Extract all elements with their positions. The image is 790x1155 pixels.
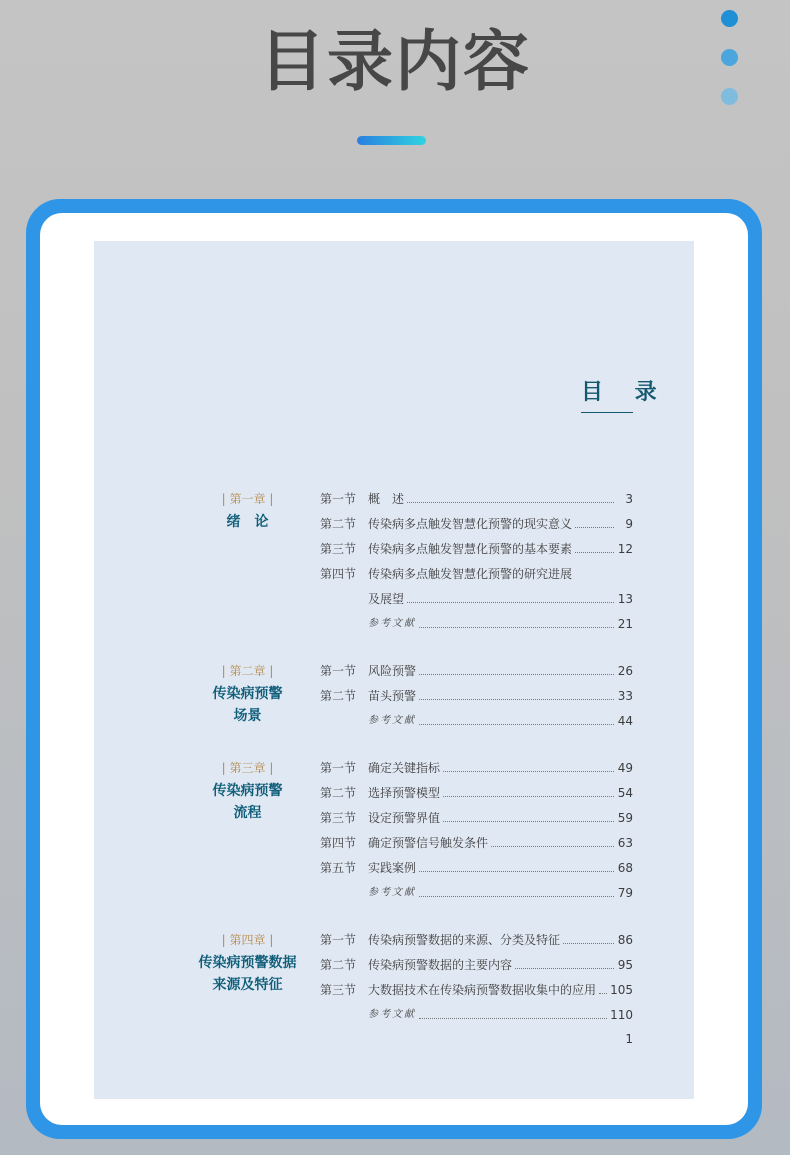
frame-screen xyxy=(40,213,748,1125)
section-label: 第二节 xyxy=(320,958,357,972)
section-label: 第四节 xyxy=(320,836,357,850)
toc-entry[interactable] xyxy=(320,564,633,584)
toc-entry[interactable] xyxy=(320,758,633,778)
leader-dots xyxy=(419,858,614,872)
entry-title: 传染病预警数据的主要内容 xyxy=(368,958,513,972)
leader-dots xyxy=(443,783,614,797)
section-label: 第二节 xyxy=(320,517,357,531)
toc-entry[interactable] xyxy=(320,539,633,559)
entry-page: 54 xyxy=(617,786,633,800)
entry-page: 26 xyxy=(617,664,633,678)
section-label: 第三节 xyxy=(320,542,357,556)
chapter-title: 绪 论 xyxy=(226,514,269,530)
entry-page: 33 xyxy=(617,689,633,703)
toc-page xyxy=(94,241,694,1099)
toc-entry[interactable] xyxy=(320,955,633,975)
entry-page: 110 xyxy=(610,1008,633,1022)
title-accent-bar xyxy=(357,136,426,145)
entry-page: 59 xyxy=(617,811,633,825)
toc-entry-references[interactable] xyxy=(320,1005,633,1025)
entry-title: 确定预警信号触发条件 xyxy=(368,836,489,850)
toc-heading: 目 录 xyxy=(581,378,633,413)
toc-entry[interactable] xyxy=(320,833,633,853)
toc-entry[interactable] xyxy=(320,514,633,534)
leader-dots xyxy=(407,489,614,503)
toc-entry-references[interactable] xyxy=(320,883,633,903)
entry-title: 参考文献 xyxy=(368,618,416,629)
entry-title: 传染病预警数据的来源、分类及特征 xyxy=(368,933,561,947)
leader-dots xyxy=(419,883,614,897)
chapter-title: 传染病预警数据 xyxy=(198,955,297,971)
entry-page: 21 xyxy=(617,617,633,631)
leader-dots xyxy=(515,955,614,969)
page-title: 目录内容 xyxy=(259,23,531,100)
entry-title: 传染病多点触发智慧化预警的现实意义 xyxy=(368,517,573,531)
section-label: 第二节 xyxy=(320,786,357,800)
entry-page: 3 xyxy=(625,492,633,506)
entry-title: 传染病多点触发智慧化预警的研究进展 xyxy=(368,567,573,581)
entry-title: 苗头预警 xyxy=(368,689,417,703)
section-label: 第一节 xyxy=(320,664,357,678)
entry-page: 86 xyxy=(617,933,633,947)
leader-dots xyxy=(407,589,614,603)
leader-dots xyxy=(419,686,614,700)
section-label: 第三节 xyxy=(320,983,357,997)
leader-dots xyxy=(575,539,614,553)
entry-title: 设定预警界值 xyxy=(368,811,441,825)
chapter-number: | 第一章 | xyxy=(221,492,274,506)
section-label: 第一节 xyxy=(320,761,357,775)
chapter-title: 来源及特征 xyxy=(212,977,283,993)
section-label: 第三节 xyxy=(320,811,357,825)
section-label: 第一节 xyxy=(320,492,357,506)
entry-page: 12 xyxy=(617,542,633,556)
entry-title: 选择预警模型 xyxy=(368,786,441,800)
section-label: 第五节 xyxy=(320,861,357,875)
chapter-title: 场景 xyxy=(233,708,262,724)
section-label: 第二节 xyxy=(320,689,357,703)
entry-title: 参考文献 xyxy=(368,1009,416,1020)
leader-dots xyxy=(419,711,614,725)
decorative-dot xyxy=(721,49,738,66)
leader-dots xyxy=(419,1005,607,1019)
chapter-number: | 第二章 | xyxy=(221,664,274,678)
chapter-title: 传染病预警 xyxy=(212,783,283,799)
entry-title: 及展望 xyxy=(368,592,405,606)
entry-page: 68 xyxy=(617,861,633,875)
entry-page: 79 xyxy=(617,886,633,900)
chapter-title: 流程 xyxy=(233,805,262,821)
toc-entry-references[interactable] xyxy=(320,711,633,731)
toc-entry[interactable] xyxy=(320,489,633,509)
entry-page: 44 xyxy=(617,714,633,728)
toc-entry[interactable] xyxy=(320,661,633,681)
entry-page: 13 xyxy=(617,592,633,606)
entry-page: 49 xyxy=(617,761,633,775)
toc-entry-references[interactable] xyxy=(320,614,633,634)
leader-dots xyxy=(575,514,614,528)
toc-entry[interactable] xyxy=(320,858,633,878)
page-number: 1 xyxy=(625,1032,633,1046)
entry-title: 参考文献 xyxy=(368,715,416,726)
toc-entry[interactable] xyxy=(320,589,633,609)
toc-entry[interactable] xyxy=(320,980,633,1000)
leader-dots xyxy=(419,614,614,628)
section-label: 第四节 xyxy=(320,567,357,581)
toc-entry[interactable] xyxy=(320,686,633,706)
entry-title: 传染病多点触发智慧化预警的基本要素 xyxy=(368,542,573,556)
entry-title: 确定关键指标 xyxy=(368,761,441,775)
toc-entry[interactable] xyxy=(320,783,633,803)
leader-dots xyxy=(443,758,614,772)
entry-page: 95 xyxy=(617,958,633,972)
entry-page: 105 xyxy=(610,983,633,997)
decorative-dot xyxy=(721,10,738,27)
leader-dots xyxy=(491,833,614,847)
entry-title: 风险预警 xyxy=(368,664,417,678)
entry-title: 参考文献 xyxy=(368,887,416,898)
toc-entry[interactable] xyxy=(320,808,633,828)
entry-page: 63 xyxy=(617,836,633,850)
leader-dots xyxy=(443,808,614,822)
leader-dots xyxy=(599,980,607,994)
chapter-title: 传染病预警 xyxy=(212,686,283,702)
toc-entry[interactable] xyxy=(320,930,633,950)
device-frame xyxy=(26,199,762,1139)
leader-dots xyxy=(563,930,614,944)
entry-title: 大数据技术在传染病预警数据收集中的应用 xyxy=(368,983,597,997)
leader-dots xyxy=(419,661,614,675)
entry-title: 概 述 xyxy=(368,492,405,506)
chapter-number: | 第三章 | xyxy=(221,761,274,775)
entry-page: 9 xyxy=(625,517,633,531)
chapter-number: | 第四章 | xyxy=(221,933,274,947)
entry-title: 实践案例 xyxy=(368,861,417,875)
section-label: 第一节 xyxy=(320,933,357,947)
decorative-dot xyxy=(721,88,738,105)
